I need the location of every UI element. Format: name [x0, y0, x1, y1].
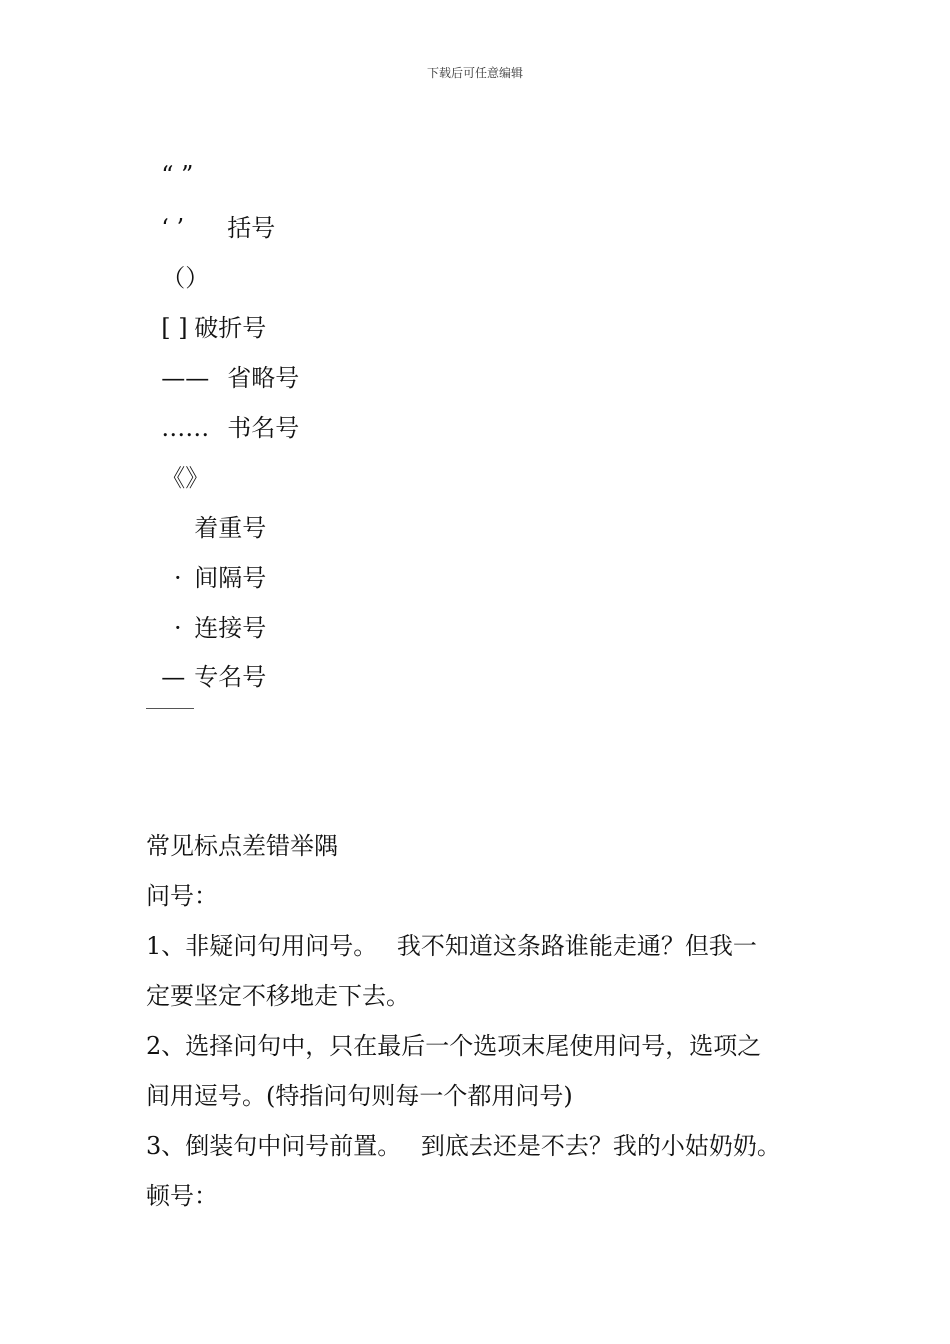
symbol-mark: …… — [161, 414, 210, 442]
symbol-row — [146, 632, 266, 692]
symbol-mark: · — [173, 564, 182, 592]
item2-line2: 间用逗号。(特指问句则每一个都用问号) — [146, 1082, 573, 1110]
symbol-mark: [ ] — [161, 314, 188, 342]
symbol-name: 间隔号 — [194, 564, 267, 592]
page-header: 下载后可任意编辑 — [426, 66, 523, 80]
symbol-name: 括号 — [227, 214, 276, 242]
symbol-name: 书名号 — [227, 414, 300, 442]
question-heading: 问号： — [146, 882, 218, 910]
symbol-name: 连接号 — [194, 614, 267, 642]
symbol-mark: ‘ ’ — [161, 214, 185, 242]
symbol-name: 着重号 — [194, 514, 267, 542]
symbol-mark: · — [173, 614, 182, 642]
symbol-name: 省略号 — [227, 364, 300, 392]
symbol-mark: （） — [161, 264, 210, 292]
item2-line1: 2、选择问句中，只在最后一个选项末尾使用问号，选项之 — [146, 1032, 762, 1060]
section-title: 常见标点差错举隅 — [146, 832, 338, 860]
short-rule — [146, 708, 194, 709]
symbol-mark: —— — [161, 364, 210, 392]
item3-line1: 3、倒装句中问号前置。 到底去还是不去？我的小姑奶奶。 — [146, 1132, 781, 1160]
symbol-mark: — — [161, 663, 186, 691]
symbol-name: 专名号 — [194, 663, 267, 691]
item1-line2: 定要坚定不移地走下去。 — [146, 982, 410, 1010]
symbol-mark: 《》 — [161, 464, 210, 492]
symbol-name: 破折号 — [194, 314, 267, 342]
symbol-mark: “ ” — [161, 161, 194, 189]
symbol-row — [146, 130, 221, 190]
pause-heading: 顿号： — [146, 1182, 218, 1210]
item1-line1: 1、非疑问句用问号。 我不知道这条路谁能走通？但我一 — [146, 932, 757, 960]
